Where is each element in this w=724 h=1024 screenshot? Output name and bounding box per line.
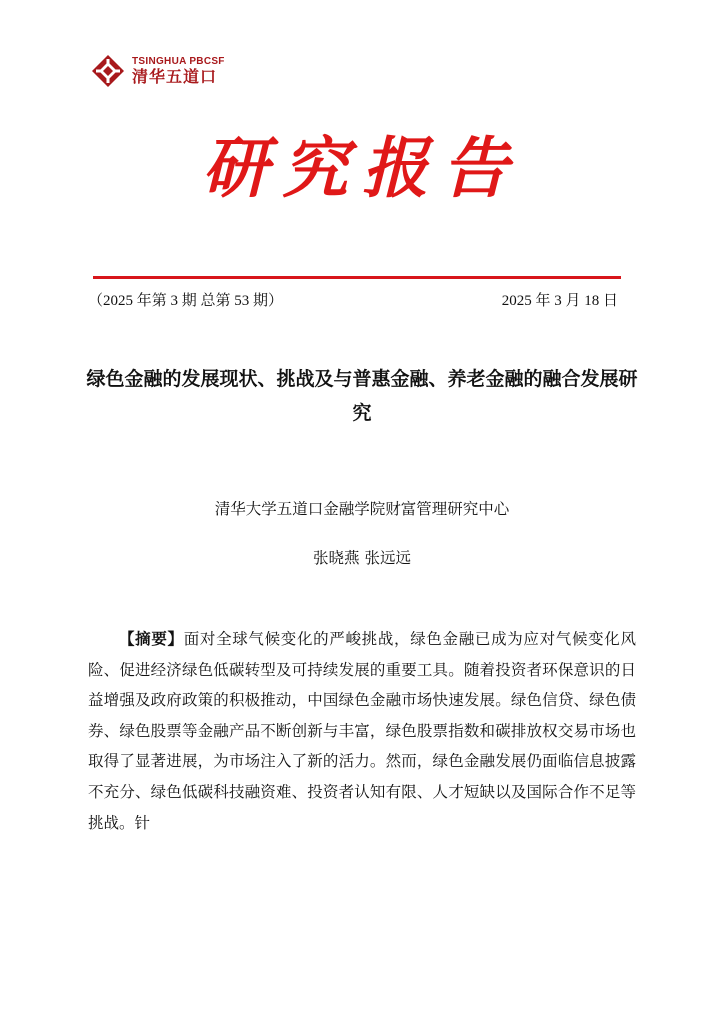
- report-title: 研究报告: [202, 129, 522, 207]
- header-divider: [93, 276, 621, 279]
- abstract-text: 面对全球气候变化的严峻挑战，绿色金融已成为应对气候变化风险、促进经济绿色低碳转型及可持续发展的重要工具。随着投资者环保意识的日益增强及政府政策的积极推动，中国绿色金融市场快速发展。绿色信贷、绿色债券、绿色股票等金融产品不断创新与丰富，绿色股票指数和碳排放权交易市场也取得了显著进展，为市场注入了新的活力。然而，绿色金融发展仍面临信息披露不充分、绿色低碳科技融资难、投资者认知有限、人才短缺以及国际合作不足等挑战。针: [88, 630, 636, 832]
- pbcsf-logo: [90, 51, 225, 91]
- logo-chinese-text: 清华五道口: [132, 67, 218, 86]
- affiliation: 清华大学五道口金融学院财富管理研究中心: [214, 500, 510, 518]
- logo-english-text: TSINGHUA PBCSF: [132, 56, 225, 67]
- publication-date: 2025 年 3 月 18 日: [501, 293, 618, 309]
- abstract-label: 【摘要】: [119, 630, 184, 648]
- issue-number: （2025 年第 3 期 总第 53 期）: [88, 293, 284, 309]
- pbcsf-emblem-icon: [90, 53, 126, 89]
- paper-title: 绿色金融的发展现状、挑战及与普惠金融、养老金融的融合发展研究: [86, 368, 638, 424]
- abstract-paragraph: [88, 624, 636, 838]
- authors: 张晓燕 张远远: [313, 549, 411, 567]
